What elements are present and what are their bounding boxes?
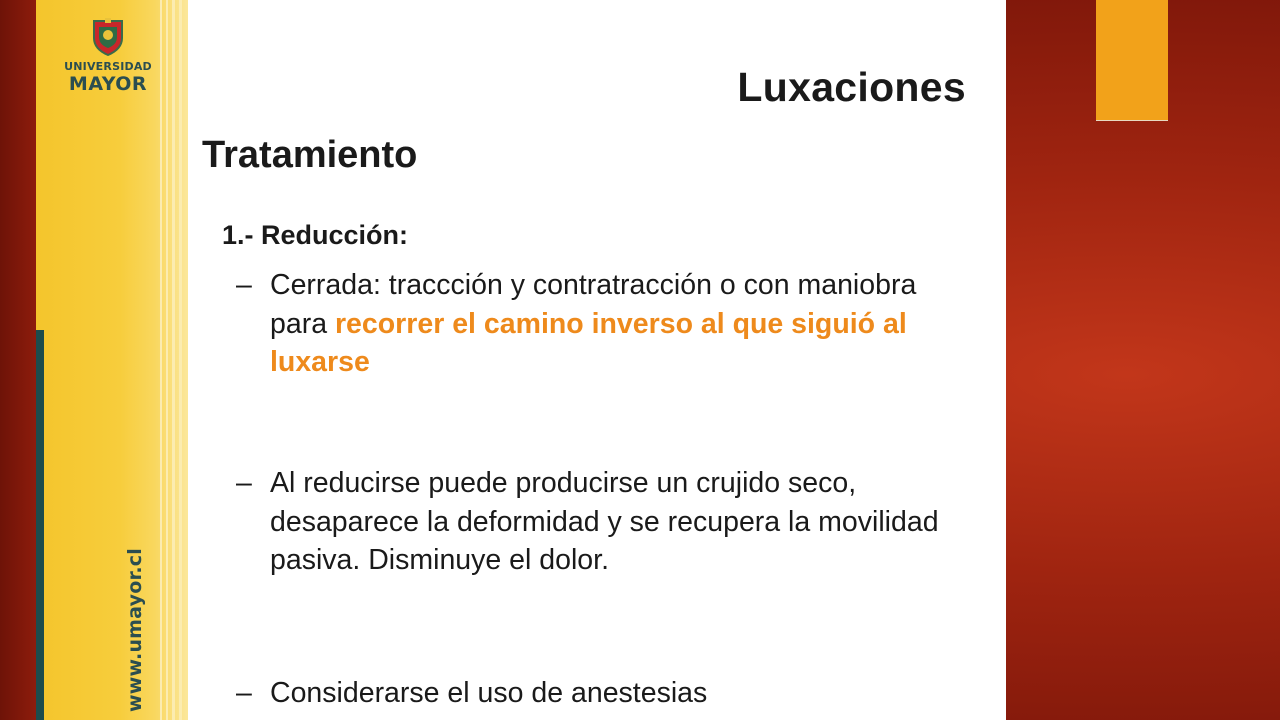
sidebar-stripe bbox=[166, 0, 168, 720]
university-logo bbox=[58, 18, 158, 95]
accent-square bbox=[1096, 0, 1168, 120]
bullet-text: Al reducirse puede producirse un crujido seco, desaparece la deformidad y se recupera la movilidad pasiva. Disminuye el dolor. bbox=[270, 467, 939, 576]
sidebar-teal-bar bbox=[36, 330, 44, 720]
bullet-highlight: recorrer el camino inverso al que siguió al luxarse bbox=[270, 307, 907, 378]
sidebar-stripe bbox=[160, 0, 162, 720]
slide-subtitle: Tratamiento bbox=[202, 134, 418, 176]
university-shield-icon bbox=[91, 18, 125, 56]
bullet-item bbox=[236, 464, 980, 580]
bullet-item bbox=[236, 266, 980, 382]
slide-title: Luxaciones bbox=[737, 64, 966, 110]
bullet-dash: – bbox=[236, 677, 252, 709]
bullet-text: Considerarse el uso de anestesias bbox=[270, 677, 708, 709]
website-url: www.umayor.cl bbox=[124, 548, 146, 712]
bullet-dash: – bbox=[236, 467, 252, 499]
bullet-dash: – bbox=[236, 269, 252, 301]
bullet-text: Cerrada: traccción y contratracción o con maniobra para bbox=[270, 269, 917, 340]
sidebar-stripe bbox=[172, 0, 175, 720]
slide-content bbox=[188, 0, 1006, 720]
logo-text-line1: UNIVERSIDAD bbox=[64, 60, 152, 73]
sidebar-stripe bbox=[179, 0, 182, 720]
logo-text-line2: MAYOR bbox=[68, 73, 148, 95]
bullet-item bbox=[236, 674, 980, 713]
left-edge-background bbox=[0, 0, 36, 720]
section-heading: 1.- Reducción: bbox=[222, 220, 409, 250]
